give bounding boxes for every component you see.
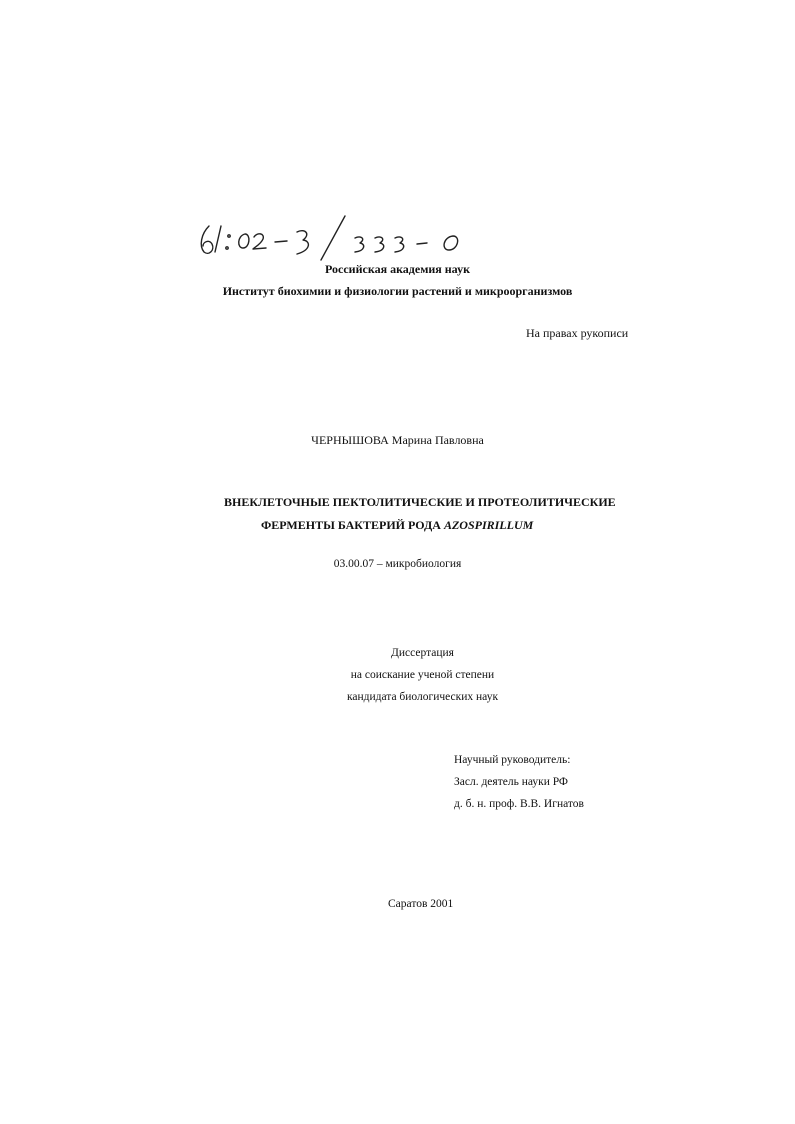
title-genus: AZOSPIRILLUM xyxy=(443,518,534,532)
title-line-2 xyxy=(261,518,533,533)
city-year: Саратов 2001 xyxy=(388,898,454,910)
rights-note: На правах рукописи xyxy=(526,326,629,340)
supervisor-line-1: Научный руководитель: xyxy=(454,754,571,766)
specialty-code: 03.00.07 – микробиология xyxy=(333,558,462,570)
supervisor-line-2: Засл. деятель науки РФ xyxy=(454,776,569,788)
dissertation-line-3: кандидата биологических наук xyxy=(346,691,499,703)
academy-name: Российская академия наук xyxy=(325,262,470,276)
title-line-2-prefix: ФЕРМЕНТЫ БАКТЕРИЙ РОДА xyxy=(261,518,444,532)
title-line-1: ВНЕКЛЕТОЧНЫЕ ПЕКТОЛИТИЧЕСКИЕ И ПРОТЕОЛИТИЧЕСКИЕ xyxy=(224,495,616,509)
handwritten-catalog-number xyxy=(195,212,495,262)
handwritten-code-text: 61:02-3/333-0 xyxy=(195,212,201,213)
supervisor-line-3: д. б. н. проф. В.В. Игнатов xyxy=(454,798,584,810)
author-name: ЧЕРНЫШОВА Марина Павловна xyxy=(311,433,484,447)
dissertation-line-2: на соискание ученой степени xyxy=(350,669,495,681)
supervisor-block xyxy=(454,749,584,815)
institute-name: Институт биохимии и физиологии растений и микроорганизмов xyxy=(222,284,573,298)
dissertation-line-1: Диссертация xyxy=(391,647,454,659)
dissertation-block xyxy=(0,642,795,708)
